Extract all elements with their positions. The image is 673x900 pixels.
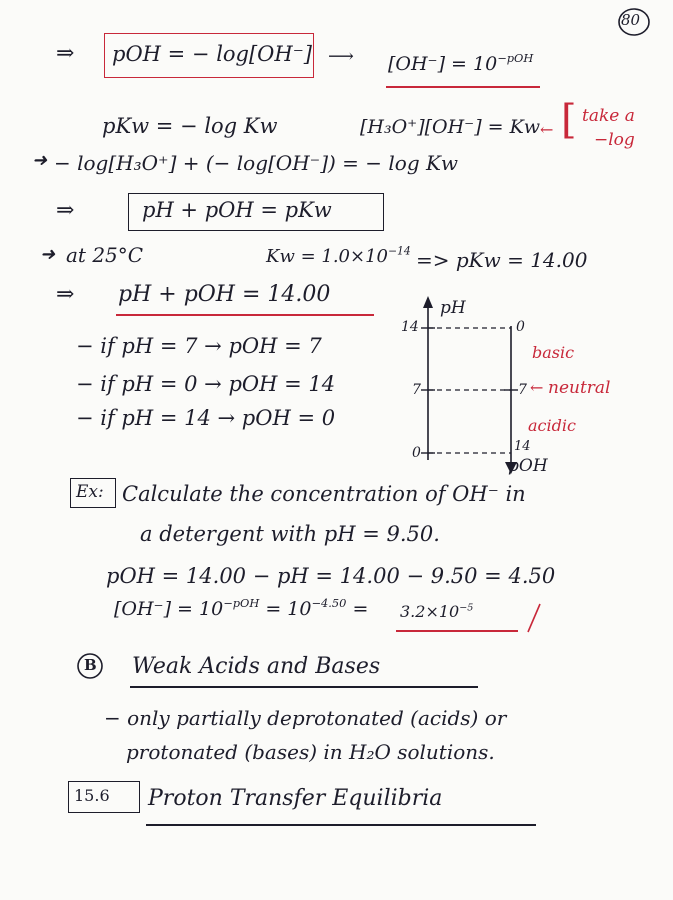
section-number: 15.6 <box>74 786 110 805</box>
oh-from-poh: $[OH^-] = 10^{-pOH}$ <box>388 51 534 75</box>
ph-sum-pkw: pH + pOH = pKw <box>142 198 332 222</box>
ph-sum-14: pH + pOH = 14.00 <box>118 282 331 307</box>
section-156-title: Proton Transfer Equilibria <box>148 786 443 811</box>
poh-tick-label: 14 <box>514 439 531 454</box>
example-calc-2: $[OH^-] = 10^{-pOH} = 10^{-4.50}$ = <box>114 596 369 620</box>
basic-label: basic <box>532 343 575 362</box>
example-line-1: Calculate the concentration of OH⁻ in <box>122 482 526 506</box>
at-25-label: at 25°C <box>66 243 144 267</box>
acidic-label: acidic <box>528 416 576 435</box>
ph-tick-label: 7 <box>412 382 421 398</box>
section-b-text-1: − only partially deprotonated (acids) or <box>104 706 507 730</box>
example-tag: Ex: <box>76 482 104 502</box>
ph-tick-label: 0 <box>412 445 421 461</box>
kw-value: $Kw = 1.0\times 10^{-14}$ <box>266 244 411 267</box>
implies-arrow-icon: ⇒ <box>56 198 75 223</box>
case-line: − if pH = 7 → pOH = 7 <box>76 334 322 358</box>
example-line-2: a detergent with pH = 9.50. <box>140 522 440 546</box>
implies-arrow-icon: ⇒ <box>56 41 75 66</box>
pkw-definition: pKw = − log Kw <box>102 114 278 138</box>
left-arrow-icon: ← <box>530 378 544 397</box>
poh-definition: pOH = − log[OH⁻] <box>112 42 312 66</box>
section-b-text-2: protonated (bases) in H₂O solutions. <box>126 740 495 764</box>
section-b-marker: B <box>84 656 97 674</box>
example-answer: $3.2\times 10^{-5}$ <box>400 602 474 621</box>
section-156-title-underline <box>146 824 536 826</box>
section-b-title: Weak Acids and Bases <box>132 654 381 679</box>
page-number: 80 <box>621 11 641 29</box>
implies-arrow-icon: ⇒ <box>56 282 75 307</box>
take-log-note-1: take a <box>582 106 635 126</box>
kw-product: [H₃O⁺][OH⁻] = Kw <box>360 116 541 138</box>
case-line: − if pH = 0 → pOH = 14 <box>76 372 336 396</box>
poh-tick-label: 7 <box>518 382 527 398</box>
ph-axis-label: pH <box>440 298 466 318</box>
neutral-label: neutral <box>548 378 611 398</box>
section-b-title-underline <box>130 686 478 688</box>
case-line: − if pH = 14 → pOH = 0 <box>76 406 336 430</box>
right-arrow-icon: ➜ <box>32 150 48 171</box>
take-log-note-2: −log <box>594 130 635 150</box>
right-arrow-icon: ⟶ <box>328 46 354 67</box>
poh-tick-label: 0 <box>516 319 525 335</box>
pkw-value: => pKw = 14.00 <box>416 248 588 272</box>
log-sum-equation: − log[H₃O⁺] + (− log[OH⁻]) = − log Kw <box>54 151 459 175</box>
example-calc-1: pOH = 14.00 − pH = 14.00 − 9.50 = 4.50 <box>106 564 556 588</box>
right-arrow-icon: ➜ <box>40 244 56 265</box>
left-arrow-icon: ← <box>540 120 554 139</box>
bracket-icon: [ <box>561 97 577 143</box>
ph-tick-label: 14 <box>401 319 419 335</box>
poh-axis-label: pOH <box>508 456 548 476</box>
